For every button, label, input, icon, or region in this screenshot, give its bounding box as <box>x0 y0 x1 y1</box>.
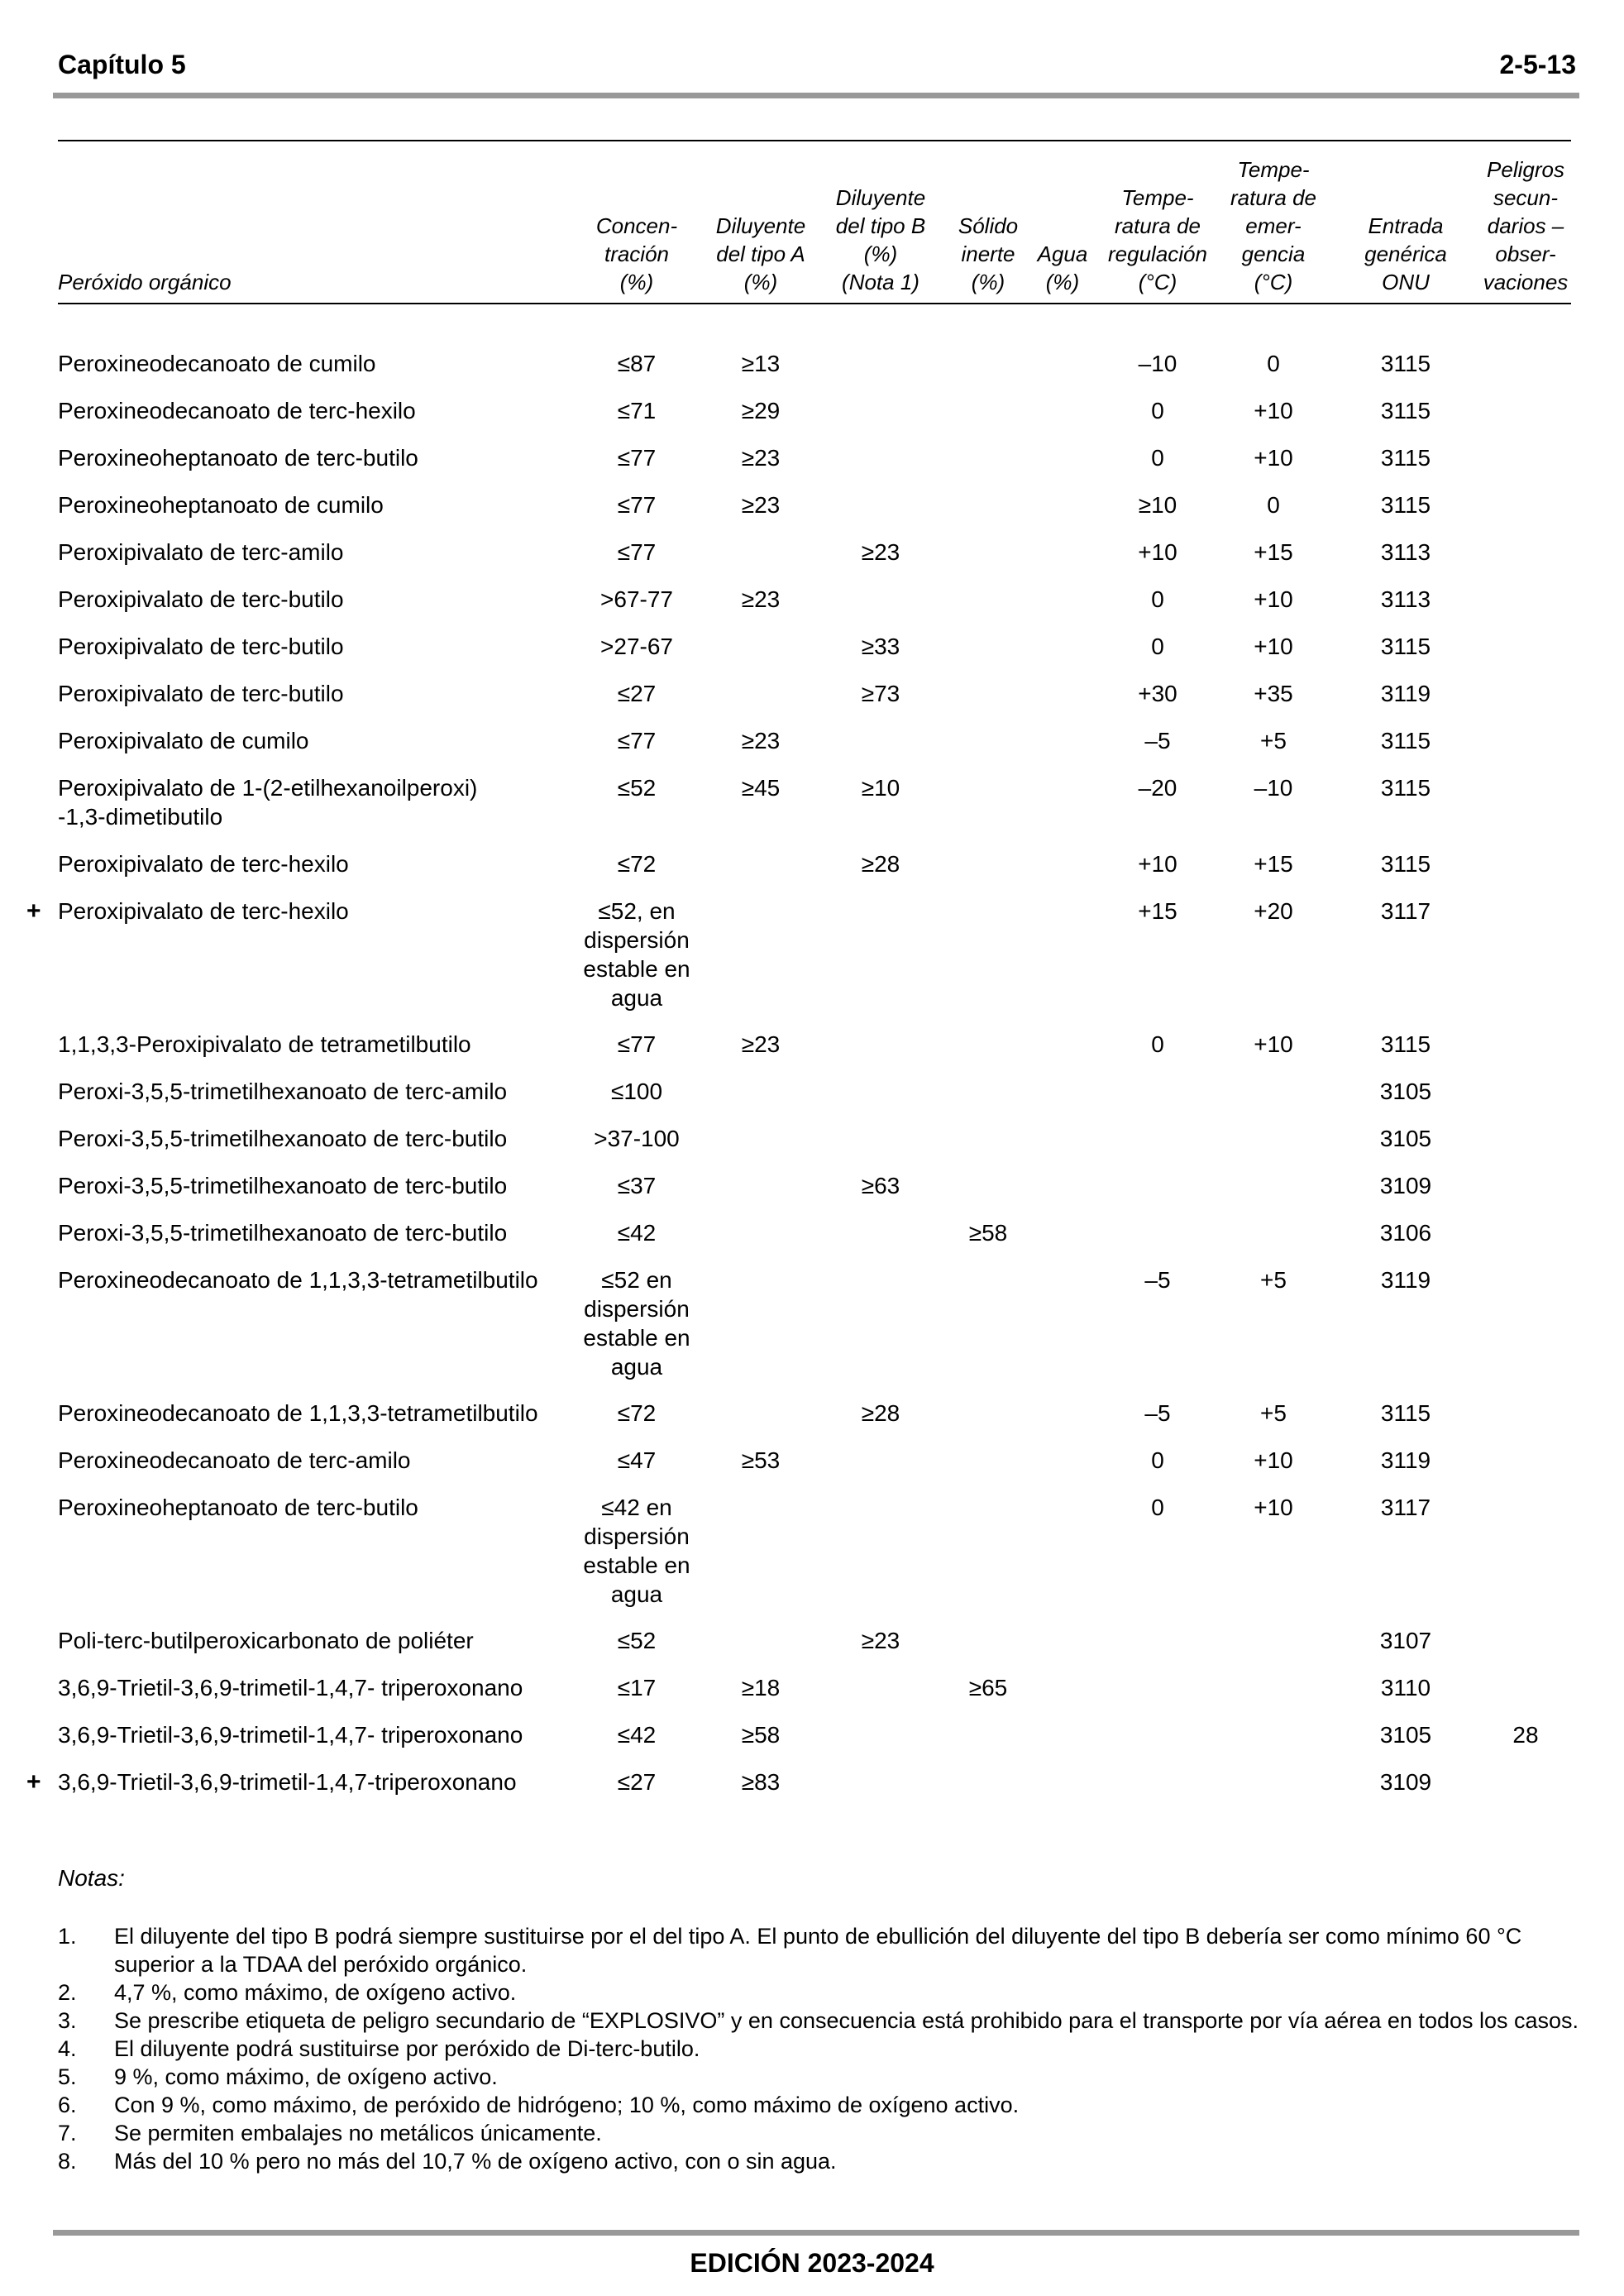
cell-conc: ≤27 <box>617 1769 657 1795</box>
cell-dilA: ≥58 <box>741 1722 781 1748</box>
cell-conc: ≤72 <box>617 1400 657 1426</box>
cell-dilA: ≥23 <box>741 1031 781 1057</box>
cell-conc: ≤42 <box>617 1220 657 1246</box>
note-text: Con 9 %, como máximo, de peróxido de hidrógeno; 10 %, como máximo de oxígeno activo. <box>114 2093 1020 2117</box>
cell-dilB: ≥28 <box>861 1400 900 1426</box>
cell-temp-reg: +30 <box>1138 681 1177 706</box>
note-item <box>58 2119 1579 2147</box>
cell-name: Peroxipivalato de 1-(2-etilhexanoilperoxi) -1,3-dimetibutilo <box>58 775 478 830</box>
cell-onu: 3115 <box>1380 351 1431 376</box>
table-row <box>0 1767 1624 1815</box>
cell-dilB: ≥23 <box>861 539 900 565</box>
cell-temp-reg: 0 <box>1151 1031 1164 1057</box>
note-text: El diluyente podrá sustituirse por peróxido de Di-terc-butilo. <box>114 2036 700 2061</box>
cell-onu: 3105 <box>1379 1079 1432 1104</box>
table-row <box>0 1399 1624 1446</box>
column-header-water: Agua (%) <box>1037 242 1088 294</box>
cell-conc: ≤17 <box>617 1675 657 1700</box>
column-header-dilB: Diluyente del tipo B (%) (Nota 1) <box>835 185 926 294</box>
cell-temp-emer: +10 <box>1254 634 1293 659</box>
notes-list <box>58 1922 1579 2175</box>
edition-footer: EDICIÓN 2023-2024 <box>690 2248 934 2278</box>
note-text: Se prescribe etiqueta de peligro secundario de “EXPLOSIVO” y en consecuencia está prohibido para el transporte por vía aérea en todos los casos. <box>114 2008 1579 2033</box>
cell-dilA: ≥23 <box>741 586 781 612</box>
cell-name: 3,6,9-Trietil-3,6,9-trimetil-1,4,7-triperoxonano <box>58 1769 517 1795</box>
table-row <box>0 849 1624 897</box>
table-row <box>0 1124 1624 1171</box>
cell-solid: ≥65 <box>968 1675 1008 1700</box>
column-header-temp-emer: Tempe- ratura de emer- gencia (°C) <box>1230 157 1317 294</box>
cell-onu: 3119 <box>1380 681 1431 706</box>
note-number: 2. <box>58 1980 77 2005</box>
cell-name: Peroxipivalato de terc-hexilo <box>58 851 349 877</box>
note-number: 7. <box>58 2121 77 2145</box>
cell-dilA: ≥29 <box>741 398 781 423</box>
cell-conc: ≤42 <box>617 1722 657 1748</box>
cell-name: Peroxineoheptanoato de terc-butilo <box>58 445 418 471</box>
cell-name: Peroxipivalato de terc-butilo <box>58 681 344 706</box>
table-row <box>0 1446 1624 1493</box>
column-header-conc: Concen- tración (%) <box>595 213 678 294</box>
cell-onu: 3113 <box>1380 539 1431 565</box>
cell-conc: ≤77 <box>617 445 657 471</box>
cell-name: 3,6,9-Trietil-3,6,9-trimetil-1,4,7- triperoxonano <box>58 1675 523 1700</box>
column-header-name: Peróxido orgánico <box>58 270 232 294</box>
cell-onu: 3109 <box>1379 1769 1432 1795</box>
cell-onu: 3115 <box>1380 634 1431 659</box>
table-row <box>0 1077 1624 1124</box>
cell-name: Peroxineoheptanoato de cumilo <box>58 492 384 518</box>
cell-temp-reg: –10 <box>1138 351 1177 376</box>
page-number: 2-5-13 <box>1499 50 1576 79</box>
table-top-rule <box>58 140 1571 141</box>
footer-rule <box>53 2230 1579 2236</box>
cell-name: 1,1,3,3-Peroxipivalato de tetrametilbutilo <box>58 1031 471 1057</box>
note-item <box>58 2063 1579 2091</box>
cell-conc: ≤77 <box>617 492 657 518</box>
cell-onu: 3113 <box>1380 586 1431 612</box>
cell-temp-emer: +5 <box>1260 1400 1287 1426</box>
cell-temp-emer: +10 <box>1254 398 1293 423</box>
cell-onu: 3119 <box>1380 1267 1431 1293</box>
cell-temp-reg: 0 <box>1151 398 1164 423</box>
cell-onu: 3105 <box>1379 1126 1432 1151</box>
column-header-dilA: Diluyente del tipo A (%) <box>715 213 806 294</box>
cell-onu: 3115 <box>1380 851 1431 877</box>
cell-dilB: ≥23 <box>861 1628 900 1653</box>
note-number: 8. <box>58 2149 77 2174</box>
cell-onu: 3119 <box>1380 1447 1431 1473</box>
note-text: 9 %, como máximo, de oxígeno activo. <box>114 2064 498 2089</box>
cell-conc: ≤52, en dispersión estable en agua <box>583 898 690 1011</box>
cell-dilB: ≥28 <box>861 851 900 877</box>
table-row <box>0 773 1624 849</box>
cell-temp-emer: –10 <box>1254 775 1293 801</box>
cell-temp-reg: +10 <box>1138 851 1177 877</box>
cell-name: Peroxi-3,5,5-trimetilhexanoato de terc-butilo <box>58 1126 508 1151</box>
cell-name: 3,6,9-Trietil-3,6,9-trimetil-1,4,7- triperoxonano <box>58 1722 523 1748</box>
note-item <box>58 2091 1579 2119</box>
cell-conc: >37-100 <box>594 1126 680 1151</box>
cell-conc: ≤77 <box>617 1031 657 1057</box>
cell-name: Peroxineodecanoato de cumilo <box>58 351 376 376</box>
cell-onu: 3115 <box>1380 445 1431 471</box>
table-row <box>0 1720 1624 1767</box>
cell-temp-emer: +10 <box>1254 445 1293 471</box>
cell-name: Peroxipivalato de terc-butilo <box>58 634 344 659</box>
cell-dilA: ≥83 <box>741 1769 781 1795</box>
cell-temp-reg: 0 <box>1151 586 1164 612</box>
cell-temp-reg: –5 <box>1144 1267 1171 1293</box>
cell-temp-emer: +10 <box>1254 1447 1293 1473</box>
cell-name: Peroxineodecanoato de terc-amilo <box>58 1447 411 1473</box>
cell-onu: 3117 <box>1380 1495 1431 1520</box>
cell-conc: ≤47 <box>617 1447 657 1473</box>
note-text: Se permiten embalajes no metálicos únicamente. <box>114 2121 602 2145</box>
cell-dilB: ≥73 <box>861 681 900 706</box>
cell-conc: ≤87 <box>617 351 657 376</box>
cell-obs: 28 <box>1512 1722 1539 1748</box>
cell-temp-emer: 0 <box>1267 492 1280 518</box>
cell-temp-reg: +15 <box>1138 898 1177 924</box>
cell-dilA: ≥18 <box>741 1675 781 1700</box>
note-number: 5. <box>58 2064 77 2089</box>
cell-conc: ≤42 en dispersión estable en agua <box>583 1495 690 1607</box>
cell-onu: 3105 <box>1379 1722 1432 1748</box>
cell-onu: 3115 <box>1380 398 1431 423</box>
cell-dilA: ≥23 <box>741 728 781 753</box>
cell-temp-emer: +20 <box>1254 898 1293 924</box>
cell-conc: ≤100 <box>610 1079 663 1104</box>
cell-conc: >67-77 <box>600 586 673 612</box>
cell-name: Peroxineodecanoato de 1,1,3,3-tetrametilbutilo <box>58 1267 538 1293</box>
cell-temp-reg: ≥10 <box>1138 492 1177 518</box>
cell-name: Peroxineoheptanoato de terc-butilo <box>58 1495 418 1520</box>
cell-onu: 3115 <box>1380 775 1431 801</box>
cell-onu: 3109 <box>1379 1173 1432 1198</box>
table-row <box>0 1673 1624 1720</box>
cell-name: Peroxi-3,5,5-trimetilhexanoato de terc-amilo <box>58 1079 508 1104</box>
cell-conc: ≤77 <box>617 728 657 753</box>
cell-dilB: ≥33 <box>861 634 900 659</box>
cell-dilB: ≥63 <box>861 1173 900 1198</box>
note-item <box>58 2035 1579 2063</box>
cell-solid: ≥58 <box>968 1220 1008 1246</box>
chapter-title: Capítulo 5 <box>58 50 186 79</box>
cell-temp-emer: +10 <box>1254 586 1293 612</box>
amendment-marker: + <box>26 897 41 925</box>
cell-temp-reg: 0 <box>1151 634 1164 659</box>
note-item <box>58 1978 1579 2007</box>
cell-temp-emer: +15 <box>1254 851 1293 877</box>
cell-temp-emer: 0 <box>1267 351 1280 376</box>
table-row <box>0 632 1624 679</box>
table-row <box>0 1030 1624 1077</box>
table-row <box>0 897 1624 1030</box>
cell-temp-emer: +5 <box>1260 1267 1287 1293</box>
cell-onu: 3115 <box>1380 1031 1431 1057</box>
table-row <box>0 538 1624 585</box>
note-number: 4. <box>58 2036 77 2061</box>
note-text: El diluyente del tipo B podrá siempre sustituirse por el del tipo A. El punto de ebullición del diluyente del tipo B debería ser como mínimo 60 °C superior a la TDAA del peróxido orgánico. <box>114 1924 1522 1977</box>
note-text: 4,7 %, como máximo, de oxígeno activo. <box>114 1980 517 2005</box>
cell-conc: ≤52 <box>617 1628 657 1653</box>
cell-temp-emer: +15 <box>1254 539 1293 565</box>
table-row <box>0 1626 1624 1673</box>
cell-onu: 3107 <box>1379 1628 1432 1653</box>
cell-conc: >27-67 <box>600 634 673 659</box>
cell-temp-emer: +5 <box>1260 728 1287 753</box>
note-item <box>58 2147 1579 2175</box>
table-body <box>0 349 1624 1815</box>
cell-onu: 3117 <box>1380 898 1431 924</box>
cell-conc: ≤72 <box>617 851 657 877</box>
cell-dilA: ≥23 <box>741 492 781 518</box>
cell-name: Peroxi-3,5,5-trimetilhexanoato de terc-butilo <box>58 1220 508 1246</box>
table-row <box>0 490 1624 538</box>
table-row <box>0 1493 1624 1626</box>
note-item <box>58 1922 1579 1978</box>
table-row <box>0 1171 1624 1218</box>
cell-name: Peroxipivalato de terc-hexilo <box>58 898 349 924</box>
column-header-temp-reg: Tempe- ratura de regulación (°C) <box>1108 185 1207 294</box>
table-row <box>0 443 1624 490</box>
column-header-obs: Peligros secun- darios – obser- vaciones <box>1483 157 1569 294</box>
cell-conc: ≤52 <box>617 775 657 801</box>
note-number: 3. <box>58 2008 77 2033</box>
cell-onu: 3115 <box>1380 1400 1431 1426</box>
table-row <box>0 726 1624 773</box>
cell-temp-reg: –5 <box>1144 1400 1171 1426</box>
cell-name: Peroxipivalato de terc-butilo <box>58 586 344 612</box>
cell-dilA: ≥53 <box>741 1447 781 1473</box>
cell-onu: 3106 <box>1379 1220 1432 1246</box>
column-header-onu: Entrada genérica ONU <box>1364 213 1447 294</box>
cell-onu: 3110 <box>1380 1675 1431 1700</box>
cell-temp-emer: +10 <box>1254 1031 1293 1057</box>
table-row <box>0 679 1624 726</box>
cell-name: Peroxineodecanoato de terc-hexilo <box>58 398 416 423</box>
cell-onu: 3115 <box>1380 728 1431 753</box>
table-header-rule <box>58 303 1571 304</box>
cell-dilA: ≥23 <box>741 445 781 471</box>
table-row <box>0 585 1624 632</box>
cell-name: Peroxipivalato de terc-amilo <box>58 539 344 565</box>
table-row <box>0 1218 1624 1265</box>
cell-conc: ≤77 <box>617 539 657 565</box>
note-number: 1. <box>58 1924 77 1949</box>
cell-dilA: ≥45 <box>741 775 781 801</box>
cell-temp-emer: +10 <box>1254 1495 1293 1520</box>
header-rule <box>53 93 1579 98</box>
cell-name: Peroxipivalato de cumilo <box>58 728 309 753</box>
cell-conc: ≤52 en dispersión estable en agua <box>583 1267 690 1380</box>
cell-name: Peroxi-3,5,5-trimetilhexanoato de terc-butilo <box>58 1173 508 1198</box>
cell-name: Peroxineodecanoato de 1,1,3,3-tetrametilbutilo <box>58 1400 538 1426</box>
cell-temp-reg: 0 <box>1151 1447 1164 1473</box>
cell-dilA: ≥13 <box>741 351 781 376</box>
cell-onu: 3115 <box>1380 492 1431 518</box>
cell-name: Poli-terc-butilperoxicarbonato de poliéter <box>58 1628 474 1653</box>
note-item <box>58 2007 1579 2035</box>
cell-temp-reg: +10 <box>1138 539 1177 565</box>
note-text: Más del 10 % pero no más del 10,7 % de oxígeno activo, con o sin agua. <box>114 2149 837 2174</box>
cell-temp-reg: –20 <box>1138 775 1177 801</box>
cell-conc: ≤37 <box>617 1173 657 1198</box>
cell-temp-reg: 0 <box>1151 1495 1164 1520</box>
note-number: 6. <box>58 2093 77 2117</box>
cell-temp-emer: +35 <box>1254 681 1293 706</box>
cell-temp-reg: –5 <box>1144 728 1171 753</box>
cell-temp-reg: 0 <box>1151 445 1164 471</box>
cell-conc: ≤71 <box>617 398 657 423</box>
cell-conc: ≤27 <box>617 681 657 706</box>
notes-title: Notas: <box>58 1865 125 1891</box>
cell-dilB: ≥10 <box>861 775 900 801</box>
column-header-solid: Sólido inerte (%) <box>958 213 1019 294</box>
amendment-marker: + <box>26 1768 41 1796</box>
table-row <box>0 1265 1624 1399</box>
table-row <box>0 396 1624 443</box>
table-row <box>0 349 1624 396</box>
